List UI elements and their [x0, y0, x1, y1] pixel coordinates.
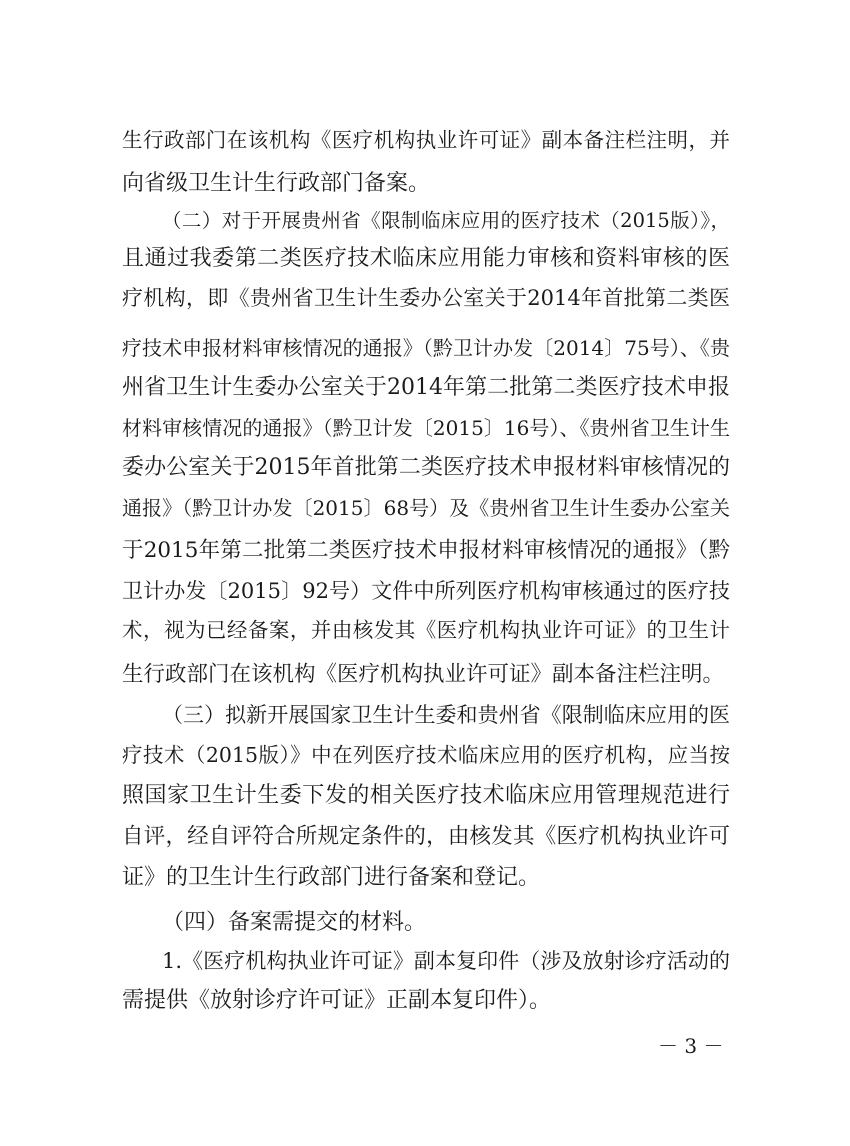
text-line-7: 州省卫生计生委办公室关于2014年第二批第二类医疗技术申报: [122, 375, 730, 400]
text-line-21: 1.《医疗机构执业许可证》副本复印件（涉及放射诊疗活动的: [162, 949, 730, 973]
text-line-12: 卫计办发〔2015〕92号）文件中所列医疗机构审核通过的医疗技: [122, 579, 730, 603]
text-line-13: 术，视为已经备案，并由核发其《医疗机构执业许可证》的卫生计: [122, 618, 730, 642]
page-number: － 3 －: [658, 1034, 724, 1058]
text-line-18: 自评，经自评符合所规定条件的，由核发其《医疗机构执业许可: [122, 824, 730, 849]
text-line-5: 疗机构，即《贵州省卫生计生委办公室关于2014年首批第二类医: [122, 286, 730, 310]
text-line-10: 通报》（黔卫计办发〔2015〕68号）及《贵州省卫生计生委办公室关: [122, 496, 730, 520]
text-line-19: 证》的卫生计生行政部门进行备案和登记。: [122, 865, 541, 890]
text-line-4: 且通过我委第二类医疗技术临床应用能力审核和资料审核的医: [122, 246, 730, 271]
text-line-9: 委办公室关于2015年首批第二类医疗技术申报材料审核情况的: [122, 455, 730, 480]
text-line-11: 于2015年第二批第二类医疗技术申报材料审核情况的通报》（黔: [122, 538, 730, 563]
text-line-22: 需提供《放射诊疗许可证》正副本复印件）。: [122, 988, 552, 1013]
text-line-6: 疗技术申报材料审核情况的通报》（黔卫计办发〔2014〕75号）、《贵: [122, 336, 730, 360]
text-line-20: （四）备案需提交的材料。: [162, 910, 427, 935]
text-line-3: （二）对于开展贵州省《限制临床应用的医疗技术（2015版）》，: [162, 209, 730, 232]
text-line-8: 材料审核情况的通报》（黔卫计发〔2015〕16号）、《贵州省卫生计生: [122, 416, 730, 440]
text-line-15: （三）拟新开展国家卫生计生委和贵州省《限制临床应用的医: [162, 703, 730, 727]
text-line-14: 生行政部门在该机构《医疗机构执业许可证》副本备注栏注明。: [122, 662, 725, 687]
text-line-2: 向省级卫生计生行政部门备案。: [122, 171, 431, 196]
text-line-17: 照国家卫生计生委下发的相关医疗技术临床应用管理规范进行: [122, 783, 730, 808]
text-line-1: 生行政部门在该机构《医疗机构执业许可证》副本备注栏注明，并: [122, 128, 730, 152]
text-line-16: 疗技术（2015版）》中在列医疗技术临床应用的医疗机构，应当按: [122, 743, 730, 767]
